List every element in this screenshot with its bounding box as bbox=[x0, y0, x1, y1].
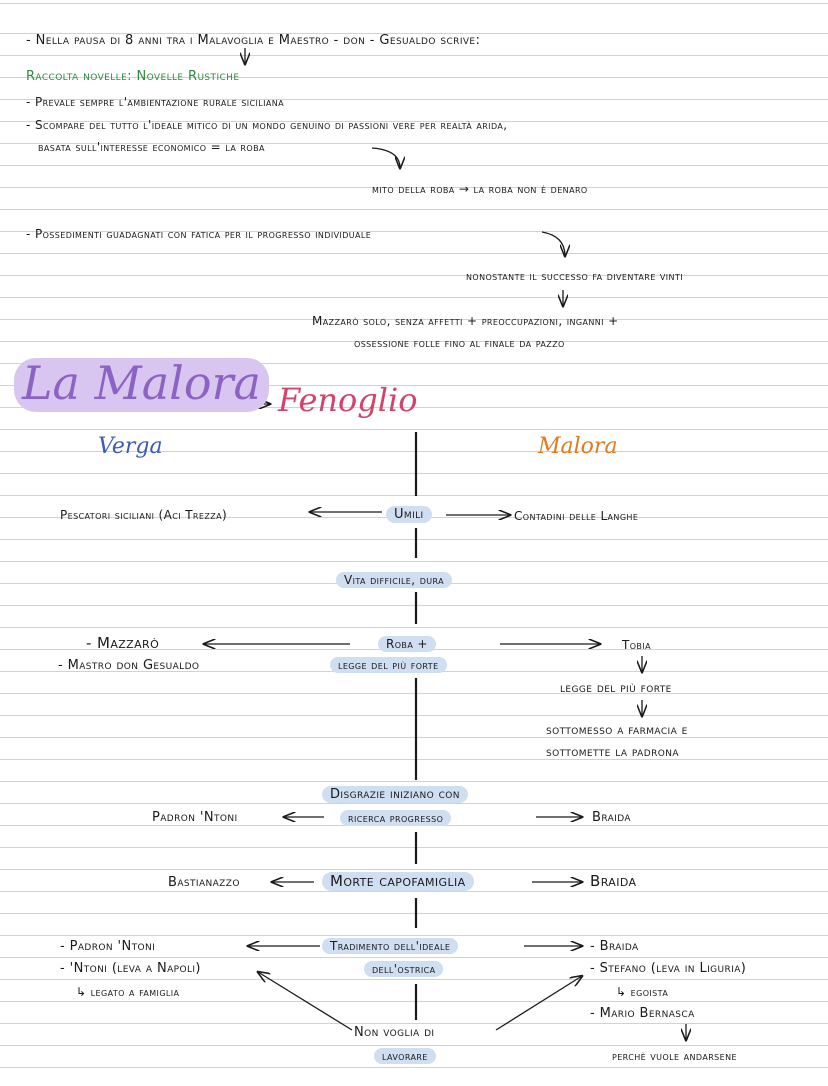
tradimento-right-5: perchè vuole andarsene bbox=[612, 1049, 737, 1063]
disgrazie-center-2: ricerca progresso bbox=[340, 810, 451, 826]
morte-left: Bastianazzo bbox=[168, 875, 240, 890]
bullet-ideale: - Scompare del tutto l'ideale mitico di un mondo genuino di passioni vere per realtà arida, bbox=[26, 118, 508, 132]
raccolta-heading: Raccolta novelle: Novelle Rustiche bbox=[26, 69, 240, 84]
disgrazie-center-1: Disgrazie iniziano con bbox=[322, 786, 468, 803]
roba-center-1: Roba + bbox=[378, 636, 436, 652]
nonostante-line: nonostante il successo fa diventare vinti bbox=[466, 269, 683, 283]
tradimento-right-2: - Stefano (leva in Liguria) bbox=[590, 961, 747, 976]
morte-center: Morte capofamiglia bbox=[322, 872, 474, 891]
roba-right-4: sottomette la padrona bbox=[546, 745, 679, 760]
disgrazie-right: Braida bbox=[592, 810, 631, 825]
morte-right: Braida bbox=[590, 872, 637, 890]
roba-left-2: - Mastro don Gesualdo bbox=[58, 658, 200, 673]
arrow-lavoro-right bbox=[496, 976, 582, 1030]
vita-center: Vita difficile, dura bbox=[336, 572, 452, 588]
tradimento-right-4: - Mario Bernasca bbox=[590, 1006, 695, 1021]
intro-line: - Nella pausa di 8 anni tra i Malavoglia e Maestro - don - Gesualdo scrive: bbox=[26, 33, 481, 48]
roba-right-1: Tobia bbox=[622, 638, 651, 652]
mazzaro-line-2: ossessione folle fino al finale da pazzo bbox=[354, 336, 565, 350]
author-title: Fenoglio bbox=[278, 381, 418, 419]
roba-left-1: - Mazzarò bbox=[86, 634, 160, 652]
roba-right-2: legge del più forte bbox=[560, 681, 672, 696]
roba-right-3: sottomesso a farmacia e bbox=[546, 723, 688, 738]
umili-right: Contadini delle Langhe bbox=[514, 509, 639, 523]
roba-center-2: legge del più forte bbox=[330, 657, 447, 673]
tradimento-left-1: - Padron 'Ntoni bbox=[60, 939, 156, 954]
umili-left: Pescatori siciliani (Aci Trezza) bbox=[60, 508, 228, 522]
lavoro-center-2: lavorare bbox=[374, 1048, 436, 1064]
column-malora: Malora bbox=[538, 434, 618, 459]
page-title: La Malora bbox=[14, 358, 269, 412]
mito-roba: mito della roba → la roba non è denaro bbox=[372, 182, 588, 196]
disgrazie-left: Padron 'Ntoni bbox=[152, 810, 238, 825]
tradimento-left-3: ↳ legato a famiglia bbox=[76, 985, 180, 999]
tradimento-right-1: - Braida bbox=[590, 939, 639, 954]
bullet-possedimenti: - Possedimenti guadagnati con fatica per il progresso individuale bbox=[26, 227, 372, 241]
tradimento-right-3: ↳ egoista bbox=[616, 985, 669, 999]
column-verga: Verga bbox=[98, 434, 163, 459]
tradimento-left-2: - 'Ntoni (leva a Napoli) bbox=[60, 961, 201, 976]
mazzaro-line-1: Mazzarò solo, senza affetti + preoccupazioni, inganni + bbox=[312, 314, 619, 328]
tradimento-center-2: dell'ostrica bbox=[364, 961, 443, 977]
bullet-ambientazione: - Prevale sempre l'ambientazione rurale siciliana bbox=[26, 95, 284, 109]
lavoro-center-1: Non voglia di bbox=[354, 1025, 435, 1040]
arrow-curve-possedimenti bbox=[542, 232, 565, 256]
bullet-ideale-cont: basata sull'interesse economico = la roba bbox=[38, 140, 265, 154]
umili-center: Umili bbox=[386, 506, 432, 523]
arrow-curve-roba bbox=[372, 148, 400, 168]
arrow-lavoro-left bbox=[258, 972, 352, 1030]
tradimento-center-1: Tradimento dell'ideale bbox=[322, 938, 458, 954]
